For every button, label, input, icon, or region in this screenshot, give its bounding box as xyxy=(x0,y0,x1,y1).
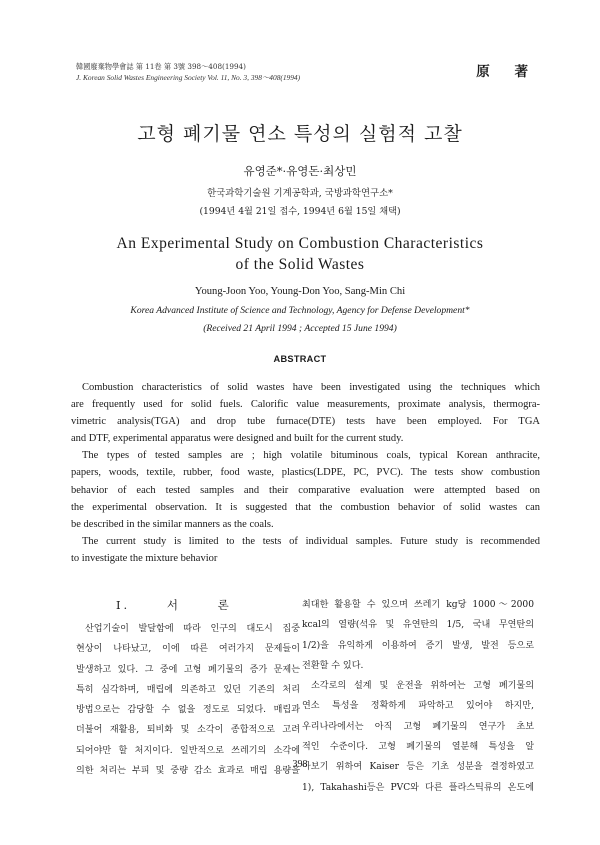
abstract-line: vimetric analysis(TGA) and drop tube furnace(DTE) tests have been employed. For TGA xyxy=(71,416,540,428)
title-english-line: of the Solid Wastes xyxy=(235,256,365,273)
section-body-left xyxy=(76,619,300,781)
body-line: 적인 수준이다. 고형 폐기물의 열분해 특성을 알 xyxy=(302,742,534,753)
journal-citation xyxy=(76,61,300,83)
abstract-line: are frequently used for solid fuels. Calorific value measurements, proximate analysis, thermogra- xyxy=(71,399,540,411)
abstract-line: Combustion characteristics of solid wastes have been investigated using the techniques which xyxy=(82,382,540,393)
body-column-left xyxy=(76,595,300,781)
title-english xyxy=(0,233,600,275)
body-line: 우리나라에서는 아직 고형 폐기물의 연구가 초보 xyxy=(302,721,534,732)
page-number: 398 xyxy=(292,759,308,770)
abstract-line: The current study is limited to the tests of individual samples. Future study is recommended xyxy=(82,535,540,547)
body-line: 1), Takahashi등은 PVC와 다른 플라스틱류의 온도에 xyxy=(302,782,534,793)
abstract-line: behavior of each tested samples and their comparative evaluation were attempted based on xyxy=(71,484,540,496)
body-line: 현상이 나타났고, 이에 따른 여러가지 문제들이 xyxy=(76,644,300,655)
body-line: 최대한 활용할 수 있으며 쓰레기 kg당 1000～2000 xyxy=(302,600,534,610)
abstract-line: to investigate the mixture behavior xyxy=(71,552,218,564)
abstract-heading: ABSTRACT xyxy=(273,354,327,364)
affiliations-english: Korea Advanced Institute of Science and Technology, Agency for Defense Development* xyxy=(130,305,470,316)
abstract-line: papers, woods, textile, rubber, food waste, plastics(LDPE, PC, PVC). The tests show combustion xyxy=(71,467,540,479)
body-line: 의한 처리는 부피 및 중량 감소 효과로 매립 용량을 xyxy=(76,766,300,777)
title-korean: 고형 폐기물 연소 특성의 실험적 고찰 xyxy=(137,123,463,145)
body-line: 산업기술이 발달함에 따라 인구의 대도시 집중 xyxy=(85,624,300,634)
body-line: 더불어 재활용, 퇴비화 및 소각이 종합적으로 고려 xyxy=(76,725,300,736)
abstract-line: the experimental observation. It is suggested that the combustion behavior of solid wastes can xyxy=(71,501,540,513)
abstract-line: be described in the similar manners as the coals. xyxy=(71,518,274,530)
body-line: kcal의 열량(석유 및 유연탄의 1/5, 국내 무연탄의 xyxy=(302,620,534,631)
authors-korean: 유영준*·유영돈·최상민 xyxy=(243,164,357,178)
article-type-label: 原 著 xyxy=(476,64,538,80)
abstract-body xyxy=(71,379,540,567)
body-line: 전환할 수 있다. xyxy=(302,660,364,671)
body-line: 되어야만 할 처지이다. 일반적으로 쓰레기의 소각에 xyxy=(76,745,300,756)
affiliations-korean: 한국과학기술원 기계공학과, 국방과학연구소* xyxy=(207,188,393,199)
journal-citation-korean: 韓國廢棄物學會誌 第 11卷 第 3號 398～408(1994) xyxy=(76,62,246,71)
body-line: 아보기 위하여 Kaiser 등은 기초 성분을 결정하였고 xyxy=(302,762,534,773)
journal-citation-english: J. Korean Solid Wastes Engineering Society Vol. 11, No. 3, 398～408(1994) xyxy=(76,73,301,82)
body-line: 특히 심각하며, 매립에 의존하고 있던 기존의 처리 xyxy=(76,684,300,695)
abstract-line: and DTF, experimental apparatus were designed and built for the current study. xyxy=(71,433,404,445)
authors-english: Young-Joon Yoo, Young-Don Yoo, Sang-Min Chi xyxy=(194,286,406,297)
body-line: 소각로의 설계 및 운전을 위하여는 고형 폐기물의 xyxy=(311,681,534,692)
abstract-line: The types of tested samples are ; high volatile bituminous coals, typical Korean anthracite, xyxy=(82,450,540,462)
body-line: 발생하고 있다. 그 중에 고형 폐기물의 증가 문제는 xyxy=(76,664,300,675)
body-line: 1/2)을 유익하게 이용하여 증기 발생, 발전 등으로 xyxy=(302,640,534,651)
dates-korean: (1994년 4월 21일 접수, 1994년 6월 15일 채택) xyxy=(199,206,401,217)
title-english-line: An Experimental Study on Combustion Characteristics xyxy=(116,235,484,252)
dates-english: (Received 21 April 1994 ; Accepted 15 June 1994) xyxy=(203,323,397,334)
body-line: 방법으로는 감당할 수 없을 정도로 되었다. 매립과 xyxy=(76,705,300,716)
section-heading-introduction: I. 서 론 xyxy=(116,598,232,612)
body-line: 연소 특성을 정확하게 파악하고 있어야 하지만, xyxy=(302,701,534,712)
